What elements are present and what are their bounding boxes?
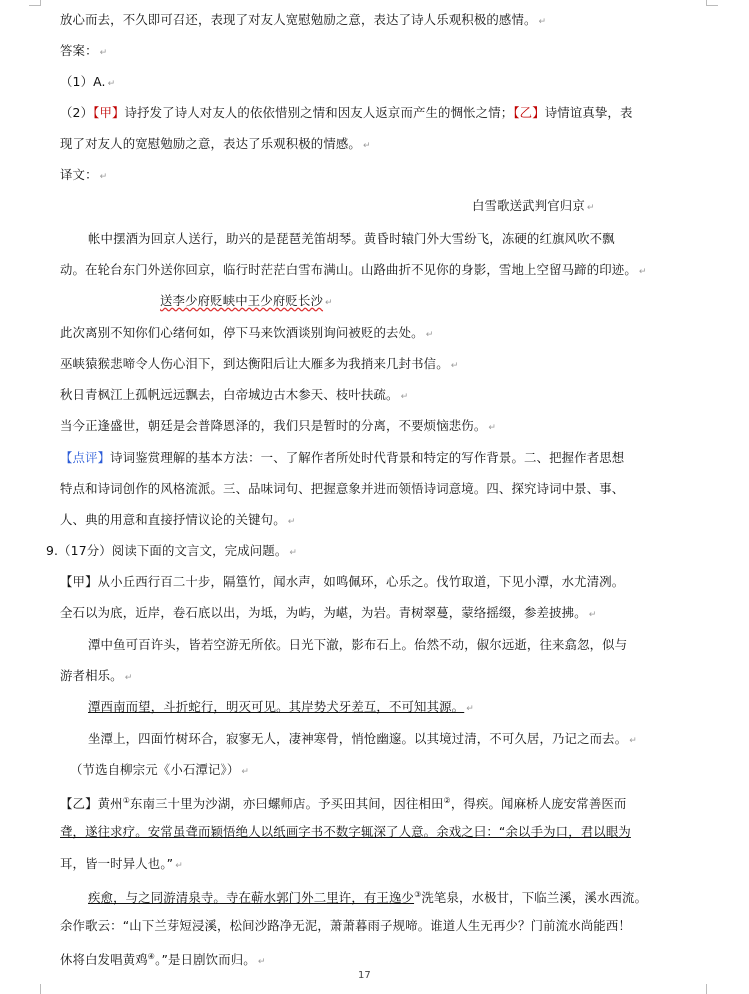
answer-2: （2）【甲】诗抒发了诗人对友人的依依惜别之情和因友人返京而产生的惆怅之情；【乙】诗情谊真挚，表 <box>60 105 633 120</box>
text-line: 坐潭上，四面竹树环合，寂寥无人，凄神寒骨，悄怆幽邃。以其境过清，不可久居，乃记之而去。 ↵ <box>88 731 637 746</box>
crop-mark-top-left-v <box>40 0 41 6</box>
translation-label: 译文： ↵ <box>60 167 108 182</box>
page-number: 17 <box>358 970 371 981</box>
text-line: 【乙】黄州①东南三十里为沙湖，亦曰螺师店。予买田其间，因往相田②，得疾。闻麻桥人庞安常善医而 <box>60 796 627 812</box>
text-line: 耳，皆一时异人也。” ↵ <box>60 856 183 871</box>
text-line: 秋日青枫江上孤帆远远飘去，白帝城边古木参天、枝叶扶疏。 ↵ <box>60 387 409 402</box>
text-line: 聋，遂往求疗。安常虽聋而颖悟绝人以纸画字书不数字辄深了人意。余戏之曰：“余以手为口，君以眼为 <box>60 824 631 839</box>
text-line: 人、典的用意和直接抒情议论的关键句。 ↵ <box>60 512 296 527</box>
text-line: 特点和诗词创作的风格流派。三、品味词句、把握意象并进而领悟诗词意境。四、探究诗词中景、事、 <box>60 481 625 496</box>
text-line: 现了对友人的宽慰勉励之意，表达了乐观积极的情感。 ↵ <box>60 136 371 151</box>
text-line: 此次离别不知你们心绪何如，停下马来饮酒谈别询问被贬的去处。 ↵ <box>60 325 434 340</box>
poem-title-1: 白雪歌送武判官归京 ↵ <box>472 198 595 213</box>
text-line: 疾愈，与之同游清泉寺。寺在蕲水郭门外二里许，有王逸少③洗笔泉，水极甘，下临兰溪，溪水西流。 <box>88 890 648 906</box>
poem-title-2: 送李少府贬峡中王少府贬长沙 ↵ <box>160 293 333 308</box>
answer-label: 答案： ↵ <box>60 43 108 58</box>
text-line: 潭西南而望，斗折蛇行，明灭可见。其岸势犬牙差互，不可知其源。 ↵ <box>88 699 474 714</box>
text-line: 全石以为底，近岸，卷石底以出，为坻，为屿，为嵁，为岩。青树翠蔓，蒙络摇缀，参差披拂。 ↵ <box>60 605 597 620</box>
text-line: 当今正逢盛世，朝廷是会普降恩泽的，我们只是暂时的分离，不要烦恼悲伤。 ↵ <box>60 418 497 433</box>
text-line: 【甲】从小丘西行百二十步，隔篁竹，闻水声，如鸣佩环，心乐之。伐竹取道，下见小潭，水尤清冽。 <box>60 574 625 589</box>
crop-mark-bottom-right <box>706 984 707 994</box>
text-line: 帐中摆酒为回京人送行，助兴的是琵琶羌笛胡琴。黄昏时辕门外大雪纷飞，冻硬的红旗风吹不飘 <box>88 231 615 246</box>
answer-1: （1）A. ↵ <box>60 74 116 89</box>
text-line: 巫峡猿猴悲啼令人伤心泪下，到达衡阳后让大雁多为我捎来几封书信。 ↵ <box>60 356 459 371</box>
crop-mark-top-right <box>706 5 718 6</box>
text-line: 放心而去，不久即可召还，表现了对友人宽慰勉励之意，表达了诗人乐观积极的感情。 ↵ <box>60 12 547 27</box>
text-line: 游者相乐。 ↵ <box>60 668 133 683</box>
text-line: 潭中鱼可百许头，皆若空游无所依。日光下澈，影布石上。佁然不动，俶尔远逝，往来翕忽，似与 <box>88 637 628 652</box>
question-9: 9.（17分）阅读下面的文言文，完成问题。 ↵ <box>46 543 298 558</box>
crop-mark-bottom-left <box>40 984 41 994</box>
text-line: 休将白发唱黄鸡④。”是日剧饮而归。 ↵ <box>60 952 266 968</box>
crop-mark-top-right-v <box>706 0 707 6</box>
text-line: 余作歌云：“山下兰芽短浸溪，松间沙路净无泥，萧萧暮雨子规啼。谁道人生无再少？门前流水尚能西！ <box>60 918 631 933</box>
text-line: 动。在轮台东门外送你回京，临行时茫茫白雪布满山。山路曲折不见你的身影，雪地上空留马蹄的印迹。 ↵ <box>60 262 647 277</box>
source-note: （节选自柳宗元《小石潭记》） ↵ <box>70 762 250 777</box>
comment-line: 【点评】诗词鉴赏理解的基本方法：一、了解作者所处时代背景和特定的写作背景。二、把握作者思想 <box>60 450 625 465</box>
